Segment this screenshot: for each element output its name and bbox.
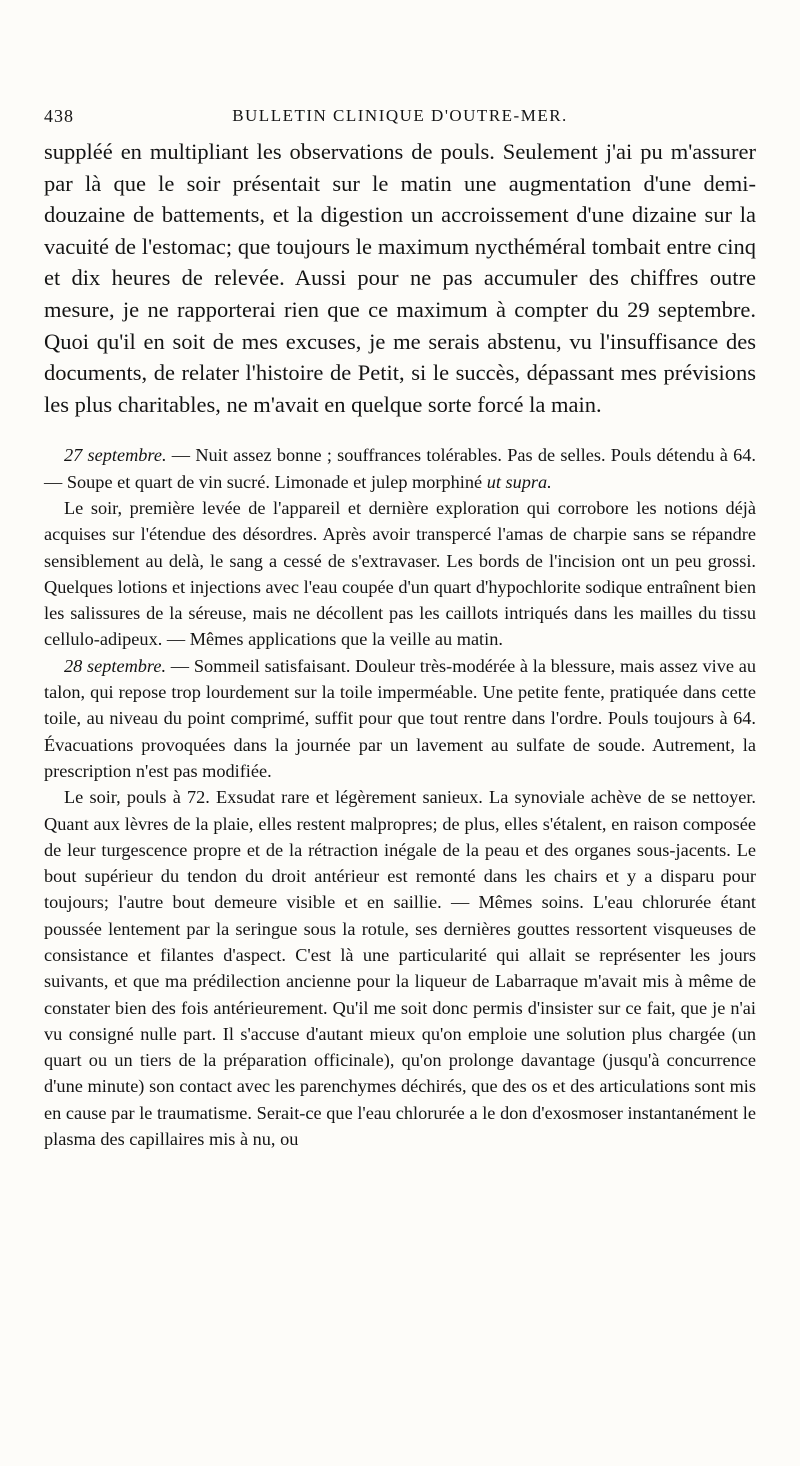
entry-27-evening: Le soir, première levée de l'appareil et dernière exploration qui corrobore les notions déjà acquises sur l'étendue des désordres. Après avoir transpercé l'amas de charpie sans se répandre sensiblement au delà, le sang a cessé de s'extravaser. Les bords de l'incision ont un peu grossi. Quelques lotions et injections avec l'eau coupée d'un quart d'hypochlorite sodique entraînent bien les salissures de la séreuse, mais ne décollent pas les caillots intriqués dans les mailles du tissu cellulo-adipeux. — Mêmes applications que la veille au matin. bbox=[44, 497, 756, 650]
entry-28-evening: Le soir, pouls à 72. Exsudat rare et légèrement sanieux. La synoviale achève de se nettoyer. Quant aux lèvres de la plaie, elles restent malpropres; de plus, elles s'étalent, en raison composée de leur turgescence propre et de la rétraction inégale de la peau et des organes sous-jacents. Le bout supérieur du tendon du droit antérieur est remonté dans les chairs et y a disparu pour toujours; l'autre bout demeure visible et en saillie. — Mêmes soins. L'eau chlorurée étant poussée lentement par la seringue sous la rotule, ses dernières gouttes ressortent visqueuses de consistance et filantes d'aspect. C'est là une particularité qui allait se représenter les jours suivants, et que ma prédilection ancienne pour la liqueur de Labarraque m'avait mis à même de constater bien des fois antérieurement. Qu'il me soit donc permis d'insister sur ce fait, que je n'ai vu consigné nulle part. Il s'accuse d'autant mieux qu'on emploie une solution plus chargée (un quart ou un tiers de la préparation officinale), qu'on prolonge davantage (jusqu'à concurrence d'une minute) son contact avec les parenchymes déchirés, que des os et des articulations sont mis en cause par le traumatisme. Serait-ce que l'eau chlorurée a le don d'exosmoser instantanément le plasma des capillaires mis à nu, ou bbox=[44, 787, 756, 1150]
entry-text: — Sommeil satisfaisant. Douleur très-modérée à la blessure, mais assez vive au talon, qui repose trop lourdement sur la toile imperméable. Une petite fente, pratiquée dans cette toile, au niveau du point comprimé, suffit pour que tout rentre dans l'ordre. Pouls toujours à 64. Évacuations provoquées dans la journée par un lavement au sulfate de soude. Autrement, la prescription n'est pas modifiée. bbox=[44, 655, 756, 781]
page-header bbox=[44, 100, 756, 136]
entry-27-september bbox=[44, 442, 756, 495]
case-notes bbox=[44, 442, 756, 1152]
page-number: 438 bbox=[44, 106, 74, 126]
running-title: BULLETIN CLINIQUE D'OUTRE-MER. bbox=[232, 106, 568, 125]
lead-paragraph: suppléé en multipliant les observations de pouls. Seulement j'ai pu m'assurer par là que le soir présentait sur le matin une augmentation d'une demi-douzaine de battements, et la digestion un accroissement d'une dizaine sur la vacuité de l'estomac; que toujours le maximum nycthéméral tombait entre cinq et dix heures de relevée. Aussi pour ne pas accumuler des chiffres outre mesure, je ne rapporterai rien que ce maximum à compter du 29 septembre. Quoi qu'il en soit de mes excuses, je me serais abstenu, vu l'insuffisance des documents, de relater l'histoire de Petit, si le succès, dépassant mes prévisions les plus charitables, ne m'avait en quelque sorte forcé la main. bbox=[44, 139, 756, 417]
entry-emphasis: ut supra. bbox=[486, 471, 552, 492]
entry-date: 27 septembre. bbox=[64, 445, 167, 466]
entry-text: — Nuit assez bonne ; souffrances tolérables. Pas de selles. Pouls détendu à 64. — Soupe et quart de vin sucré. Limonade et julep morphiné bbox=[44, 445, 756, 492]
entry-28-september bbox=[44, 653, 756, 784]
entry-date: 28 septembre. bbox=[64, 655, 167, 676]
